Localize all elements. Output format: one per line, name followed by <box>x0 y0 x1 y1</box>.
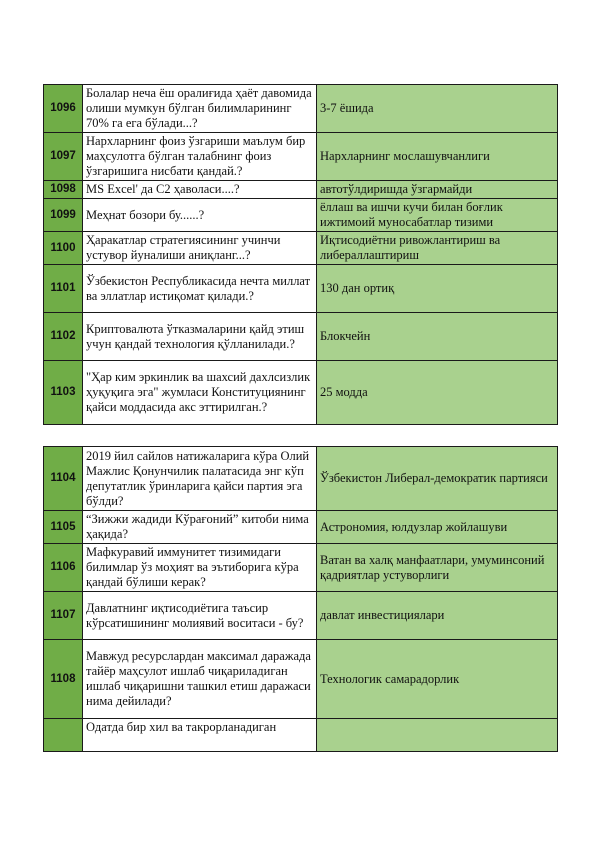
answer-text <box>317 719 558 752</box>
table-row <box>44 592 558 640</box>
question-text: Болалар неча ёш оралиғида ҳаёт давомида олиши мумкун бўлган билимларининг 70% га ега бўлади...? <box>83 85 317 133</box>
answer-text: 25 модда <box>317 361 558 425</box>
table-row <box>44 313 558 361</box>
question-text: Криптовалюта ўтказмаларини қайд этиш учун қандай технология қўлланилади.? <box>83 313 317 361</box>
table-row <box>44 719 558 752</box>
question-number: 1099 <box>44 199 83 232</box>
question-number: 1107 <box>44 592 83 640</box>
question-number: 1097 <box>44 133 83 181</box>
answer-text: давлат инвестициялари <box>317 592 558 640</box>
answer-text: Технологик самарадорлик <box>317 640 558 719</box>
table-row <box>44 447 558 511</box>
question-text: MS Excel' да C2 ҳаволаси....? <box>83 181 317 199</box>
answer-text: автотўлдиришда ўзгармайди <box>317 181 558 199</box>
question-number: 1101 <box>44 265 83 313</box>
question-number: 1103 <box>44 361 83 425</box>
question-number: 1102 <box>44 313 83 361</box>
question-number: 1098 <box>44 181 83 199</box>
table-row <box>44 640 558 719</box>
question-text: "Ҳар ким эркинлик ва шахсий дахлсизлик ҳуқуқига эга" жумласи Конституциянинг қайси моддасида акс эттирилган.? <box>83 361 317 425</box>
answer-text: Ватан ва халқ манфаатлари, умуминсоний қадриятлар устуворлиги <box>317 544 558 592</box>
table-row <box>44 85 558 133</box>
question-text: Меҳнат бозори бу......? <box>83 199 317 232</box>
question-number: 1108 <box>44 640 83 719</box>
question-number: 1104 <box>44 447 83 511</box>
table-row <box>44 199 558 232</box>
answer-text: ёллаш ва ишчи кучи билан боғлик ижтимоий муносабатлар тизими <box>317 199 558 232</box>
table-row <box>44 133 558 181</box>
answer-text: Нархларнинг мослашувчанлиги <box>317 133 558 181</box>
question-number: 1100 <box>44 232 83 265</box>
answer-text: 130 дан ортиқ <box>317 265 558 313</box>
question-number: 1106 <box>44 544 83 592</box>
question-number <box>44 719 83 752</box>
question-text: “Зижжи жадиди Кўрағоний” китоби нима ҳақида? <box>83 511 317 544</box>
table-row <box>44 361 558 425</box>
question-text: 2019 йил сайлов натижаларига кўра Олий Мажлис Қонунчилик палатасида энг кўп депутатлик ўринларига қайси партия эга бўлди? <box>83 447 317 511</box>
table-row <box>44 232 558 265</box>
table-row <box>44 265 558 313</box>
table-row <box>44 181 558 199</box>
table-row <box>44 544 558 592</box>
question-number: 1105 <box>44 511 83 544</box>
question-number: 1096 <box>44 85 83 133</box>
answer-text: Ўзбекистон Либерал-демократик партияси <box>317 447 558 511</box>
table-row <box>44 511 558 544</box>
question-table-2 <box>43 446 558 752</box>
question-text: Ҳаракатлар стратегиясининг учинчи устувор йуналиши аниқланг...? <box>83 232 317 265</box>
question-text: Мафкуравий иммунитет тизимидаги билимлар ўз моҳият ва эътиборига кўра қандай бўлиши керак? <box>83 544 317 592</box>
question-text: Давлатнинг иқтисодиётига таъсир кўрсатишининг молиявий воситаси - бу? <box>83 592 317 640</box>
question-text: Одатда бир хил ва такрорланадиган <box>83 719 317 752</box>
question-table-1 <box>43 84 558 425</box>
answer-text: Иқтисодиётни ривожлантириш ва либераллаштириш <box>317 232 558 265</box>
question-text: Мавжуд ресурслардан максимал даражада тайёр маҳсулот ишлаб чиқариладиган ишлаб чиқаришни ташкил етиш даражаси нима дейилади? <box>83 640 317 719</box>
answer-text: Астрономия, юлдузлар жойлашуви <box>317 511 558 544</box>
question-text: Нархларнинг фоиз ўзгариши маълум бир маҳсулотга бўлган талабнинг фоиз ўзгаришига нисбати қандай.? <box>83 133 317 181</box>
answer-text: 3-7 ёшида <box>317 85 558 133</box>
answer-text: Блокчейн <box>317 313 558 361</box>
question-text: Ўзбекистон Республикасида нечта миллат ва эллатлар истиқомат қилади.? <box>83 265 317 313</box>
